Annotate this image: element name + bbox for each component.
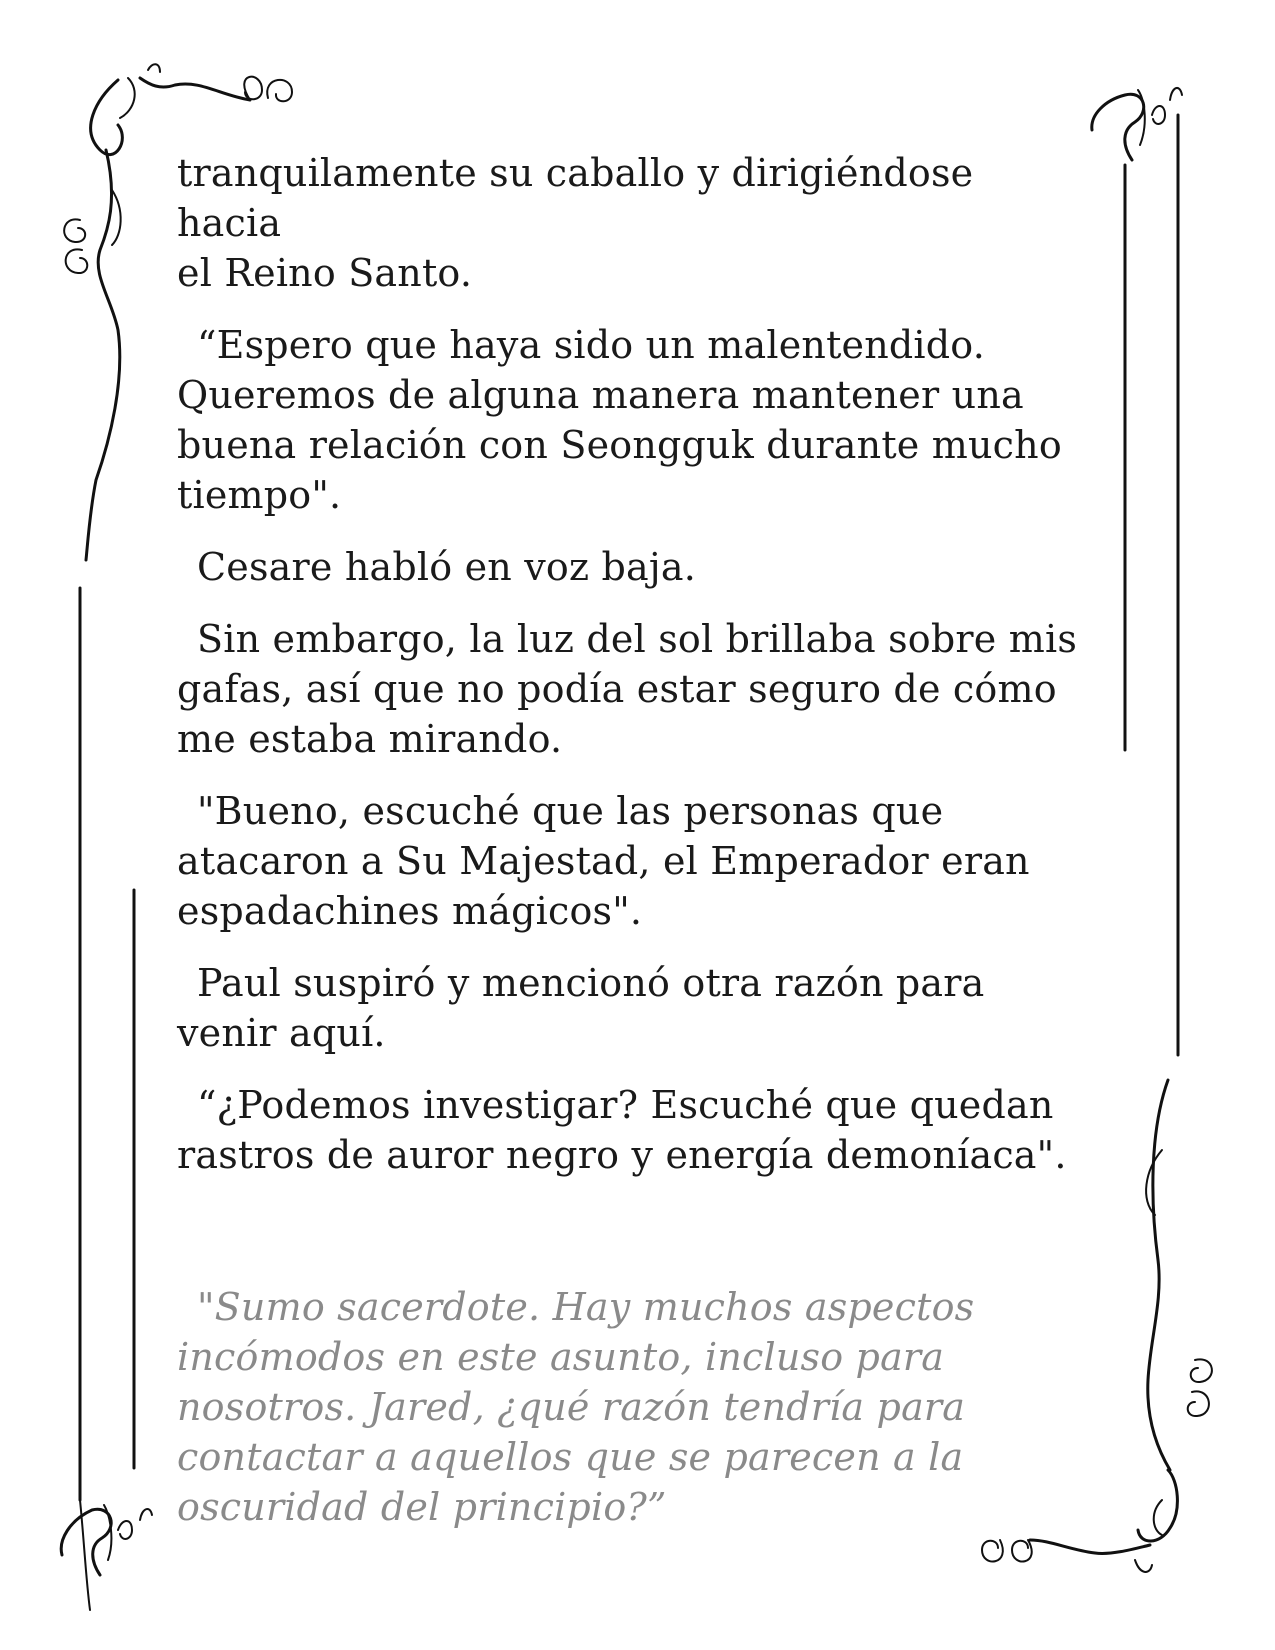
flourish-bottom-left-icon [61, 1500, 152, 1610]
paragraph-2: “Espero que haya sido un malentendido. Queremos de alguna manera mantener una buena relación con Seongguk durante mucho tiempo". [177, 323, 1062, 517]
page-body-text [177, 148, 1087, 1554]
paragraph-5: "Bueno, escuché que las personas que atacaron a Su Majestad, el Emperador eran espadachines mágicos". [177, 789, 1030, 933]
paragraph-3: Cesare habló en voz baja. [197, 545, 696, 589]
paragraph-4: Sin embargo, la luz del sol brillaba sobre mis gafas, así que no podía estar seguro de cómo me estaba mirando. [177, 617, 1078, 761]
paragraph-6: Paul suspiró y mencionó otra razón para venir aquí. [177, 961, 985, 1055]
paragraph-7: “¿Podemos investigar? Escuché que quedan rastros de auror negro y energía demoníaca". [177, 1083, 1067, 1177]
italic-thought-paragraph: "Sumo sacerdote. Hay muchos aspectos incómodos en este asunto, incluso para nosotros. Jared, ¿qué razón tendría para contactar a aquellos que se parecen a la oscuridad del principio?” [177, 1285, 975, 1529]
paragraph-1: tranquilamente su caballo y dirigiéndose hacia el Reino Santo. [177, 151, 974, 295]
flourish-top-right-icon [1092, 88, 1182, 160]
